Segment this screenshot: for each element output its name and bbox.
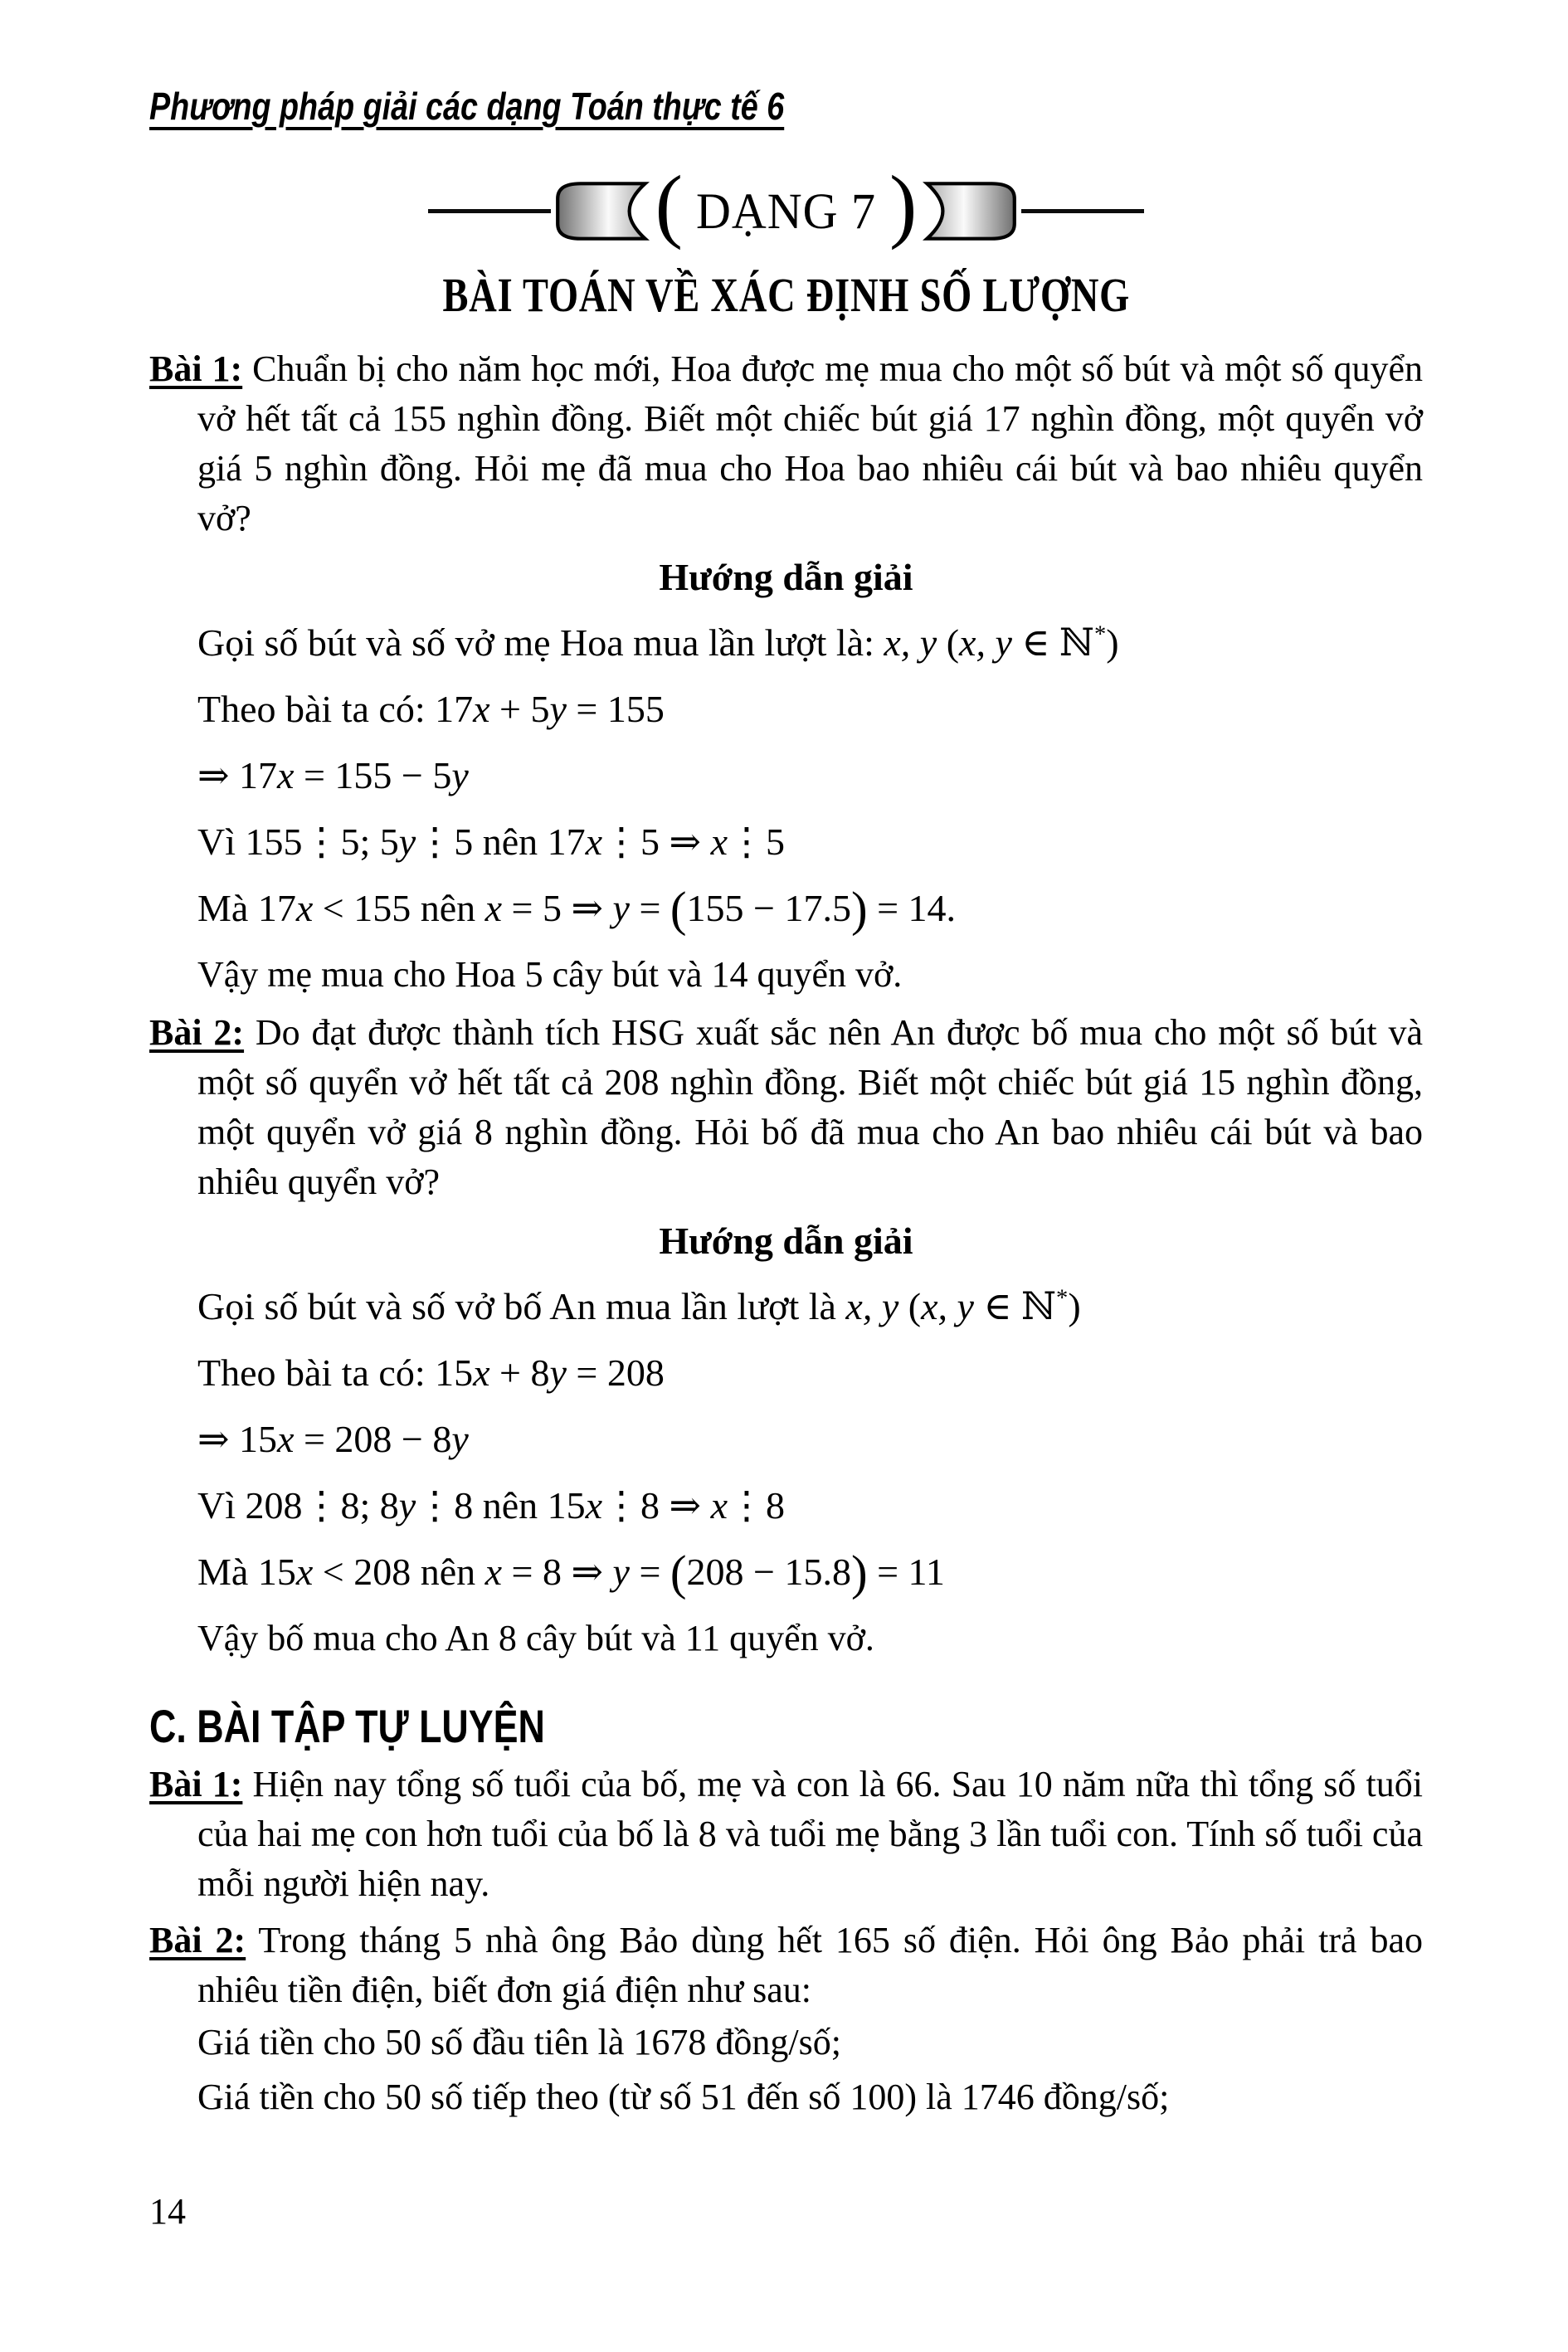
- problem-2-label: Bài 2:: [149, 1012, 245, 1053]
- math-text: Mà 17: [197, 887, 296, 929]
- solution-1-step-1: [197, 610, 1423, 676]
- math-text: Theo bài ta có: 15: [197, 1351, 474, 1394]
- price-line-2: Giá tiền cho 50 số tiếp theo (từ số 51 đến số 100) là 1746 đồng/số;: [197, 2077, 1170, 2117]
- math-text: Mà 15: [197, 1551, 296, 1593]
- math-variable: y: [451, 1418, 469, 1460]
- math-variable: x: [585, 1484, 603, 1527]
- math-variable: y: [549, 1351, 567, 1394]
- solution-1-step-3: [197, 743, 1423, 809]
- solution-1-conclusion: Vậy mẹ mua cho Hoa 5 cây bút và 14 quyển vở.: [197, 954, 903, 995]
- badge-close-paren: ): [889, 158, 918, 251]
- problem-1-label: Bài 1:: [149, 348, 243, 389]
- math-variable: x: [710, 821, 728, 863]
- math-text: =: [629, 1551, 670, 1593]
- badge-open-paren: (: [655, 158, 683, 251]
- math-variable: x, y: [921, 1285, 974, 1327]
- math-variable: x: [485, 887, 503, 929]
- math-variable: y: [612, 1551, 630, 1593]
- solution-1-step-5: [197, 875, 1423, 942]
- math-variable: x: [473, 688, 490, 730]
- dang-badge: [149, 158, 1423, 255]
- practice-exercise-1-label: Bài 1:: [149, 1764, 243, 1804]
- practice-heading-row: [149, 1693, 1423, 1760]
- math-text: ⋮5 nên 17: [416, 821, 586, 863]
- math-text: ⇒ 17: [197, 754, 278, 796]
- math-text: = 11: [867, 1551, 945, 1593]
- math-text: (: [937, 621, 960, 664]
- math-text: = 155 − 5: [294, 754, 452, 796]
- math-text: + 8: [489, 1351, 550, 1394]
- solution-2-step-5: [197, 1539, 1423, 1605]
- math-text: ): [1106, 621, 1119, 664]
- practice-exercise-2-text: Trong tháng 5 nhà ông Bảo dùng hết 165 số điện. Hỏi ông Bảo phải trả bao nhiêu tiền điện, biết đơn giá điện như sau:: [197, 1920, 1423, 2010]
- math-text: = 8 ⇒: [502, 1551, 613, 1593]
- practice-exercise-1-text: Hiện nay tổng số tuổi của bố, mẹ và con là 66. Sau 10 năm nữa thì tổng số tuổi của hai mẹ con hơn tuổi của bố là 8 và tuổi mẹ bằng 3 lần tuổi con. Tính số tuổi của mỗi người hiện nay.: [197, 1764, 1424, 1904]
- math-text: ⋮8 ⇒: [602, 1484, 711, 1527]
- math-variable: y: [612, 887, 630, 929]
- math-variable: x, y: [959, 621, 1012, 664]
- solution-1-step-4: [197, 809, 1423, 875]
- math-text: ⇒ 15: [197, 1418, 278, 1460]
- math-text: (: [670, 1546, 687, 1600]
- math-variable: y: [549, 688, 567, 730]
- solution-2-step-1: [197, 1273, 1423, 1340]
- math-text: = 14.: [867, 887, 957, 929]
- badge-capsule-left-shape: [554, 180, 652, 242]
- problem-1-text: Chuẩn bị cho năm học mới, Hoa được mẹ mua cho một số bút và một số quyển vở hết tất cả 155 nghìn đồng. Biết một chiếc bút giá 17 nghìn đồng, một quyển vở giá 5 nghìn đồng. Hỏi mẹ đã mua cho Hoa bao nhiêu cái bút và bao nhiêu quyển vở?: [197, 348, 1424, 538]
- math-text: + 5: [489, 688, 550, 730]
- math-variable: x, y: [845, 1285, 899, 1327]
- problem-2-text: Do đạt được thành tích HSG xuất sắc nên An được bố mua cho một số bút và một số quyển vở hết tất cả 208 nghìn đồng. Biết một chiếc bút giá 15 nghìn đồng, một quyển vở giá 8 nghìn đồng. Hỏi bố đã mua cho An bao nhiêu cái bút và bao nhiêu quyển vở?: [197, 1012, 1424, 1202]
- math-variable: y: [398, 821, 416, 863]
- solution-2-conclusion: Vậy bố mua cho An 8 cây bút và 11 quyển vở.: [197, 1618, 874, 1658]
- problem-1-paragraph: [149, 344, 1423, 543]
- math-text: Gọi số bút và số vở mẹ Hoa mua lần lượt là:: [197, 621, 884, 664]
- math-variable: x: [473, 1351, 490, 1394]
- math-text: *: [1093, 621, 1107, 648]
- math-text: Theo bài ta có: 17: [197, 688, 474, 730]
- practice-section-heading: C. BÀI TẬP TỰ LUYỆN: [149, 1700, 545, 1752]
- practice-exercise-2-paragraph: [149, 1916, 1423, 2015]
- math-text: (: [670, 882, 687, 937]
- math-variable: y: [398, 1484, 416, 1527]
- math-variable: x: [710, 1484, 728, 1527]
- solution-1-heading: Hướng dẫn giải: [659, 556, 913, 598]
- practice-exercise-2-label: Bài 2:: [149, 1920, 246, 1960]
- dang-label: DẠNG 7: [695, 182, 877, 240]
- math-text: = 5 ⇒: [502, 887, 613, 929]
- math-text: 155 − 17.5: [686, 887, 851, 929]
- solution-2-step-4: [197, 1473, 1423, 1539]
- math-text: ⋮8 nên 15: [416, 1484, 586, 1527]
- math-text: ⋮8: [728, 1484, 786, 1527]
- solution-2-step-3: [197, 1406, 1423, 1473]
- math-text: (: [898, 1285, 922, 1327]
- solution-2-step-2: [197, 1340, 1423, 1406]
- solution-1-step-2: [197, 676, 1423, 743]
- math-text: ∈ ℕ: [973, 1285, 1057, 1327]
- math-text: = 208 − 8: [294, 1418, 452, 1460]
- math-text: = 208: [566, 1351, 665, 1394]
- running-head: [149, 83, 1423, 133]
- math-text: Gọi số bút và số vở bố An mua lần lượt là: [197, 1285, 846, 1327]
- solution-2-block: [149, 1273, 1423, 1672]
- math-text: ⋮5 ⇒: [602, 821, 711, 863]
- math-variable: x: [585, 821, 603, 863]
- math-variable: y: [451, 754, 469, 796]
- solution-2-heading: Hướng dẫn giải: [659, 1220, 913, 1262]
- math-text: =: [629, 887, 670, 929]
- math-variable: x: [277, 754, 295, 796]
- math-variable: x: [295, 887, 314, 929]
- math-text: ∈ ℕ: [1011, 621, 1094, 664]
- math-text: ): [850, 882, 868, 937]
- solution-1-block: [149, 610, 1423, 1008]
- page-number: 14: [149, 2191, 186, 2232]
- problem-2-paragraph: [149, 1008, 1423, 1207]
- math-variable: x: [277, 1418, 295, 1460]
- math-text: < 208 nên: [313, 1551, 485, 1593]
- practice-exercise-1-paragraph: [149, 1760, 1423, 1909]
- math-text: Vì 208⋮8; 8: [197, 1484, 399, 1527]
- math-text: ⋮5: [728, 821, 786, 863]
- math-text: = 155: [566, 688, 665, 730]
- math-text: 208 − 15.8: [686, 1551, 851, 1593]
- math-variable: x: [295, 1551, 314, 1593]
- math-text: ): [850, 1546, 868, 1600]
- book-title: Phương pháp giải các dạng Toán thực tế 6: [149, 85, 785, 128]
- math-text: < 155 nên: [313, 887, 485, 929]
- section-title: BÀI TOÁN VỀ XÁC ĐỊNH SỐ LƯỢNG: [442, 268, 1130, 322]
- math-text: ): [1068, 1285, 1081, 1327]
- electricity-price-list: [149, 2015, 1423, 2125]
- price-line-1: Giá tiền cho 50 số đầu tiên là 1678 đồng/số;: [197, 2022, 841, 2062]
- badge-rule-right: [1021, 209, 1144, 213]
- badge-capsule-right-shape: [920, 180, 1018, 242]
- section-title-row: [149, 266, 1423, 326]
- math-variable: x: [485, 1551, 503, 1593]
- math-text: *: [1056, 1285, 1069, 1312]
- math-text: Vì 155⋮5; 5: [197, 821, 399, 863]
- badge-rule-left: [428, 209, 551, 213]
- math-variable: x, y: [884, 621, 937, 664]
